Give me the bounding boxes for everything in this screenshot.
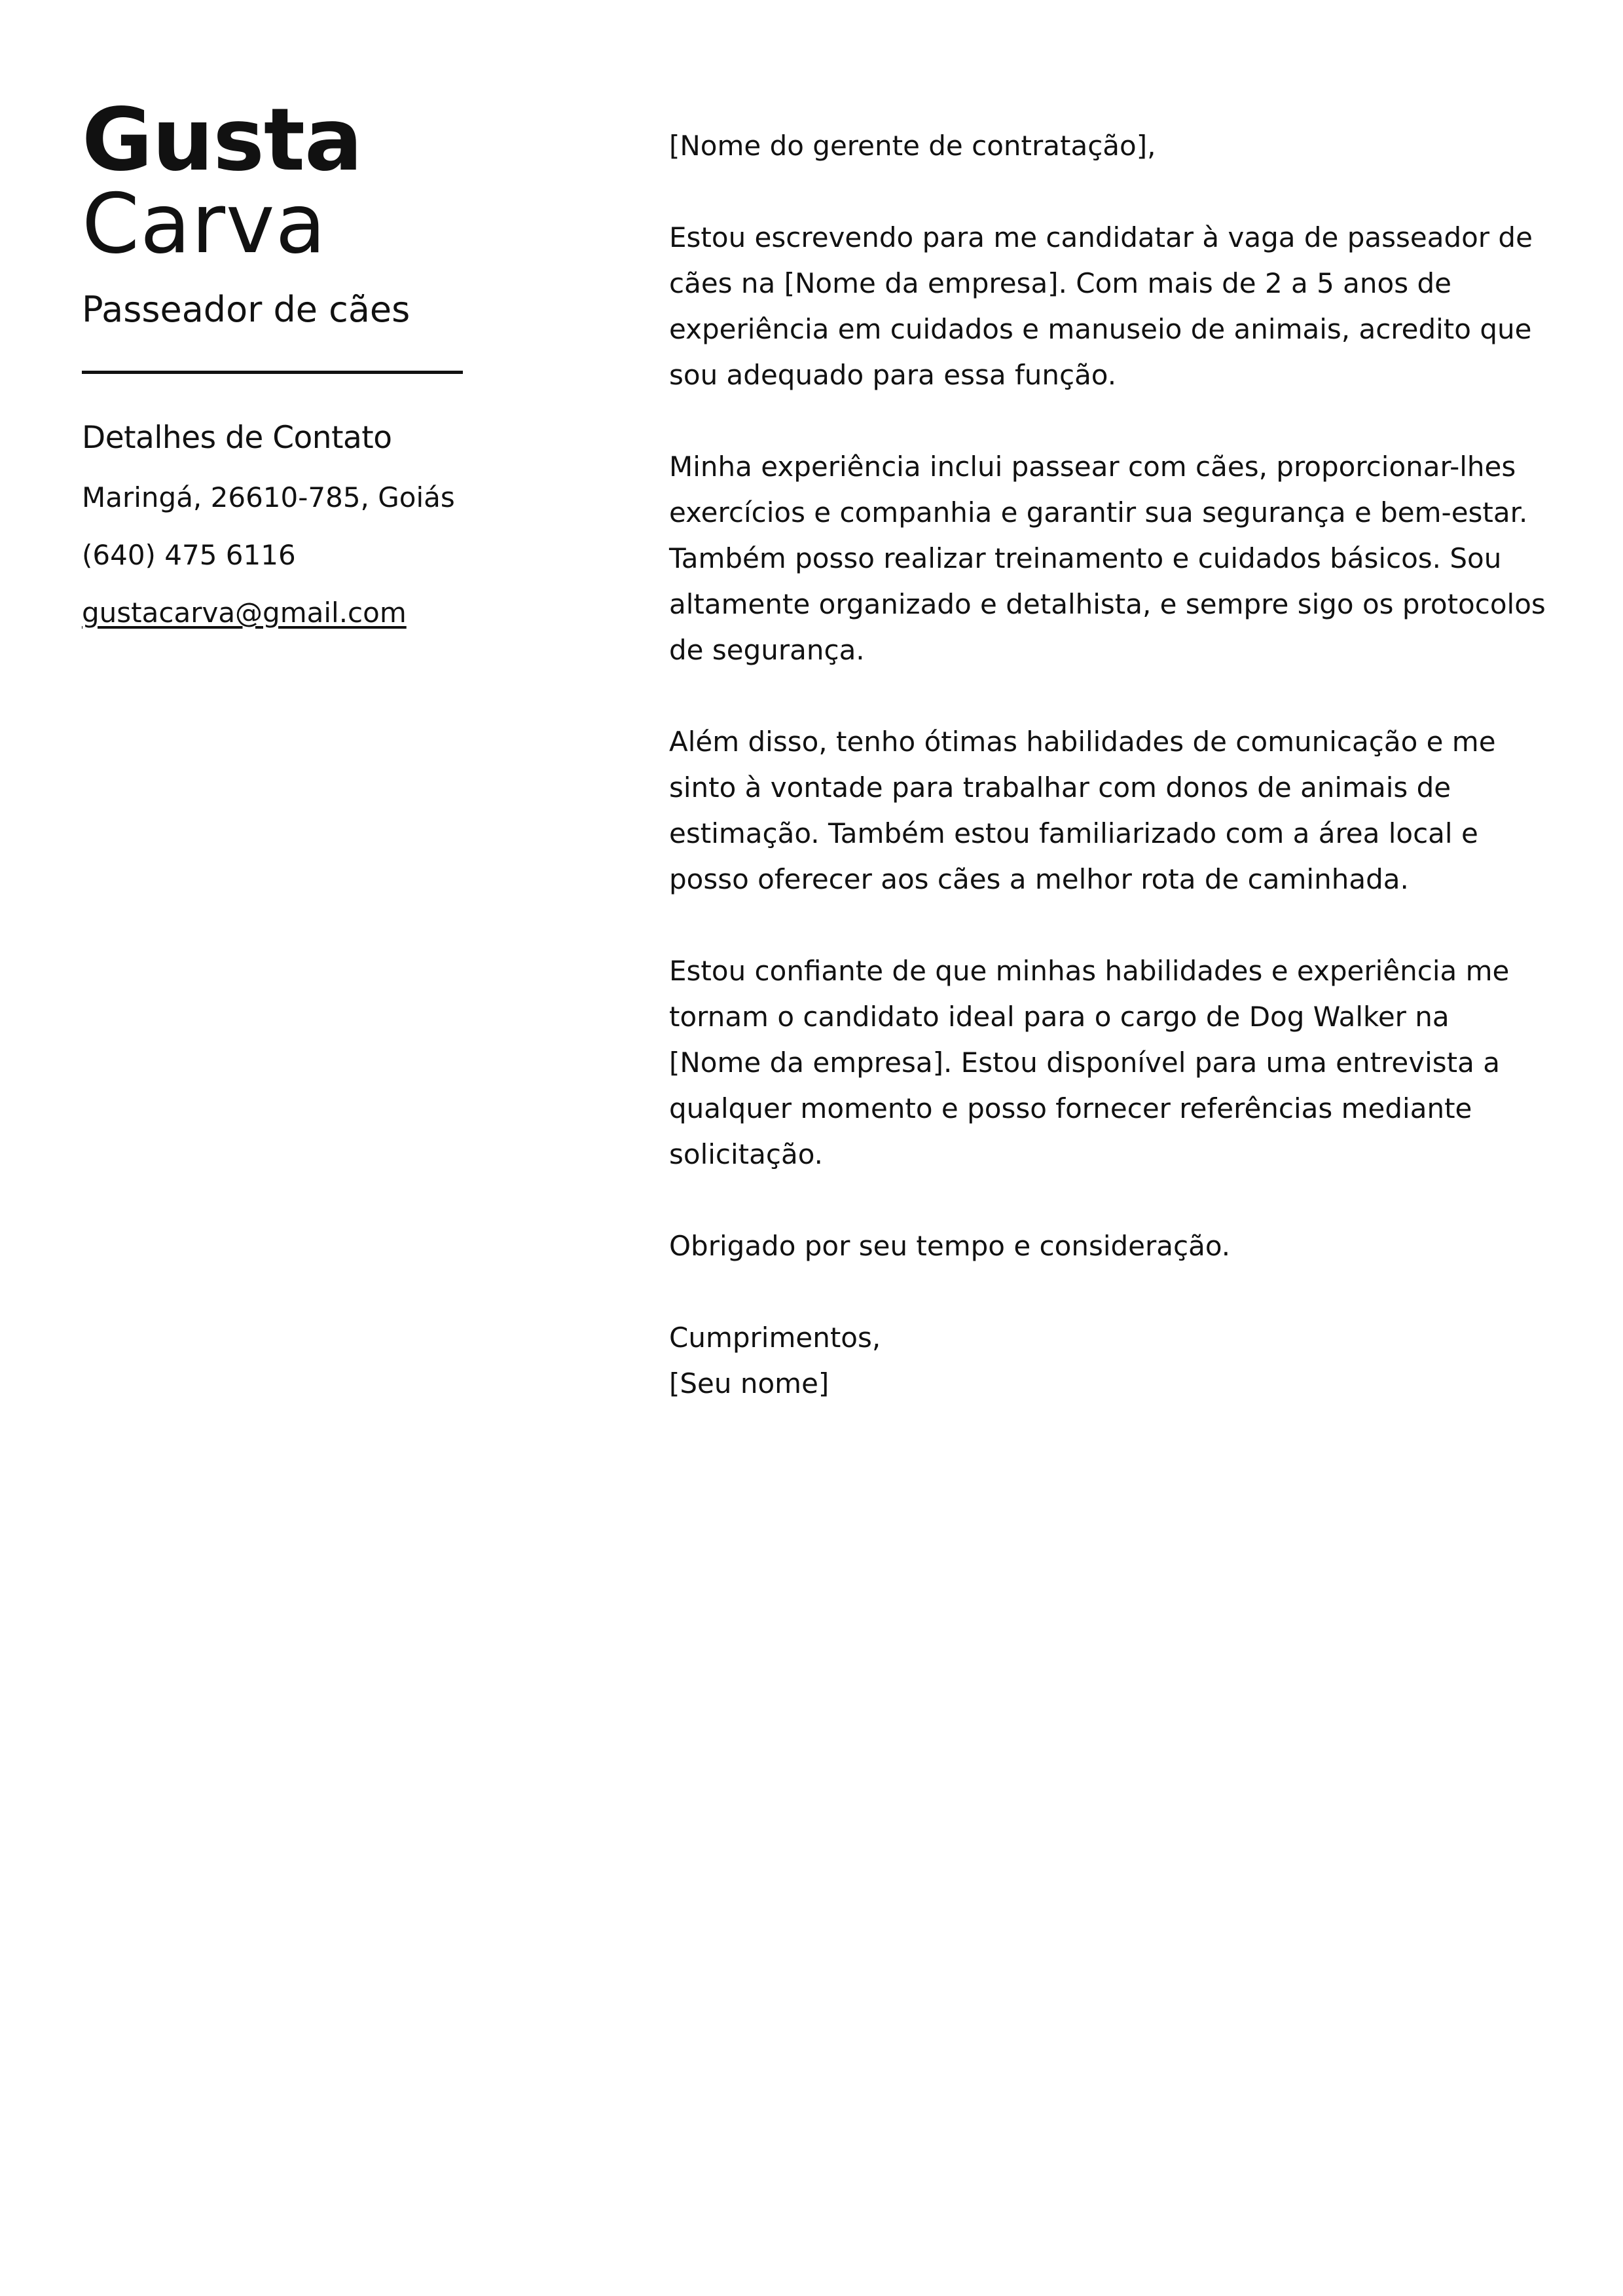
letter-paragraph-2: Minha experiência inclui passear com cães, proporcionar-lhes exercícios e companhia e garantir sua segurança e bem-estar. Também posso realizar treinamento e cuidados básicos. Sou altamente organizado e detalhista, e sempre sigo os protocolos de segurança. [669,451,1546,666]
letter-paragraph-4: Estou confiante de que minhas habilidades e experiência me tornam o candidato ideal para o cargo de Dog Walker na [Nome da empresa]. Estou disponível para uma entrevista a qualquer momento e posso fornecer referências mediante solicitação. [669,955,1510,1170]
first-name: Gusta [82,90,363,191]
letter-paragraph-3: Além disso, tenho ótimas habilidades de comunicação e me sinto à vontade para trabalhar com donos de animais de estimação. Também estou familiarizado com a área local e posso oferecer aos cães a melhor rota de caminhada. [669,726,1496,895]
letter-paragraph-1: Estou escrevendo para me candidatar à vaga de passeador de cães na [Nome da empresa]. Com mais de 2 a 5 anos de experiência em cuidados e manuseio de animais, acredito que sou adequado para essa função. [669,221,1533,391]
letter-signature: [Seu nome] [669,1367,830,1399]
contact-heading: Detalhes de Contato [82,420,392,456]
contact-email-link[interactable]: gustacarva@gmail.com [82,597,407,629]
contact-phone: (640) 475 6116 [82,539,296,571]
job-title: Passeador de cães [82,289,410,330]
divider [82,371,463,374]
letter-closing: Cumprimentos, [669,1322,881,1354]
last-name: Carva [82,176,327,272]
contact-email-row [82,594,468,632]
letter-closing-block [669,1315,1546,1407]
letter-body [669,123,1546,1453]
contact-address: Maringá, 26610-785, Goiás [82,481,455,513]
sidebar [82,90,468,632]
letter-thanks: Obrigado por seu tempo e consideração. [669,1230,1231,1262]
letter-salutation: [Nome do gerente de contratação], [669,130,1156,162]
